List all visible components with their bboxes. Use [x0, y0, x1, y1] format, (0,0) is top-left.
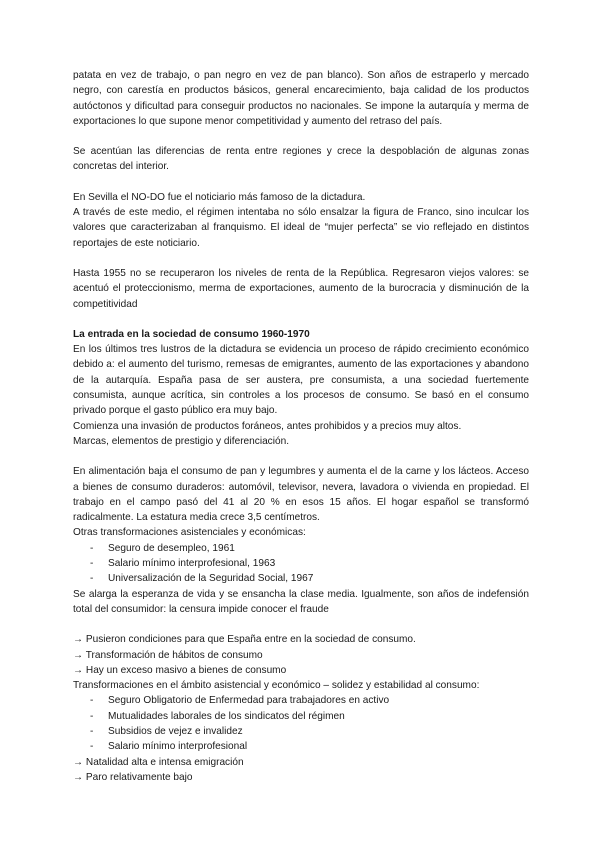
- paragraph-invasion-productos: Comienza una invasión de productos foráneos, antes prohibidos y a precios muy altos.: [73, 420, 462, 432]
- arrow-item: → Hay un exceso masivo a bienes de consumo: [73, 664, 287, 676]
- paragraph-autarquia: patata en vez de trabajo, o pan negro en vez de pan blanco). Son años de estraperlo y mercado negro, con carestía en productos básicos, general encarecimiento, baja calidad de los productos autóctonos y dificultad para conseguir productos no nacionales. Se impone la autarquía y merma de exportaciones lo que supone menor competitividad y aumento del retraso del país.: [73, 70, 529, 127]
- paragraph-diferencias-renta: Se acentúan las diferencias de renta entre regiones y crece la despoblación de algunas zonas concretas del interior.: [73, 146, 529, 173]
- list-item: - Mutualidades laborales de los sindicatos del régimen: [73, 709, 529, 724]
- list-item: - Seguro de desempleo, 1961: [73, 541, 529, 556]
- document-page: [73, 68, 529, 785]
- arrow-item: → Pusieron condiciones para que España entre en la sociedad de consumo.: [73, 634, 416, 646]
- paragraph-alimentacion: En alimentación baja el consumo de pan y legumbres y aumenta el de la carne y los lácteos. Acceso a bienes de consumo duraderos: automóvil, televisor, nevera, lavadora o vivienda en propiedad. El trabajo en el campo pasó del 41 al 20 % en esos 15 años. El hogar español se transformó radicalmente. La estatura media crece 3,5 centímetros.: [73, 466, 529, 524]
- list-item: - Seguro Obligatorio de Enfermedad para trabajadores en activo: [73, 693, 529, 708]
- list-item: - Subsidios de vejez e invalidez: [73, 724, 529, 739]
- list-item: - Salario mínimo interprofesional, 1963: [73, 556, 529, 571]
- arrow-item: → Transformación de hábitos de consumo: [73, 649, 263, 661]
- paragraph-esperanza-vida: Se alarga la esperanza de vida y se ensancha la clase media. Igualmente, son años de indefensión total del consumidor: la censura impide conocer el fraude: [73, 588, 529, 615]
- paragraph-crecimiento: En los últimos tres lustros de la dictadura se evidencia un proceso de rápido crecimiento económico debido a: el aumento del turismo, remesas de emigrantes, aumento de las exportaciones y abandono de la autarquía. España pasa de ser austera, pre consumista, a una sociedad fuertemente consumista, aunque acrítica, sin controles a los procesos de consumo. Se basó en el consumo privado porque el gasto público era muy bajo.: [73, 344, 529, 417]
- transformaciones-list: [73, 541, 529, 587]
- paragraph-ambito-asistencial: Transformaciones en el ámbito asistencial y económico – solidez y estabilidad al consumo:: [73, 680, 480, 692]
- paragraph-nodo: En Sevilla el NO-DO fue el noticiario más famoso de la dictadura.: [73, 191, 366, 203]
- list-item: - Salario mínimo interprofesional: [73, 739, 529, 754]
- paragraph-renta-1955: Hasta 1955 no se recuperaron los niveles de renta de la República. Regresaron viejos valores: se acentuó el proteccionismo, merma de exportaciones, aumento de la burocracia y disminución de la competitividad: [73, 267, 529, 310]
- arrow-item: → Paro relativamente bajo: [73, 771, 193, 783]
- arrow-item: → Natalidad alta e intensa emigración: [73, 756, 244, 768]
- asistencial-list: [73, 693, 529, 754]
- section-heading: La entrada en la sociedad de consumo 1960-1970: [73, 328, 310, 340]
- paragraph-marcas: Marcas, elementos de prestigio y diferenciación.: [73, 435, 290, 447]
- paragraph-nodo-medio: A través de este medio, el régimen intentaba no sólo ensalzar la figura de Franco, sino inculcar los valores que caracterizaban al franquismo. El ideal de “mujer perfecta” se vio reflejado en distintos reportajes de este noticiario.: [73, 207, 529, 249]
- paragraph-otras-transformaciones: Otras transformaciones asistenciales y económicas:: [73, 527, 306, 539]
- list-item: - Universalización de la Seguridad Social, 1967: [73, 571, 529, 586]
